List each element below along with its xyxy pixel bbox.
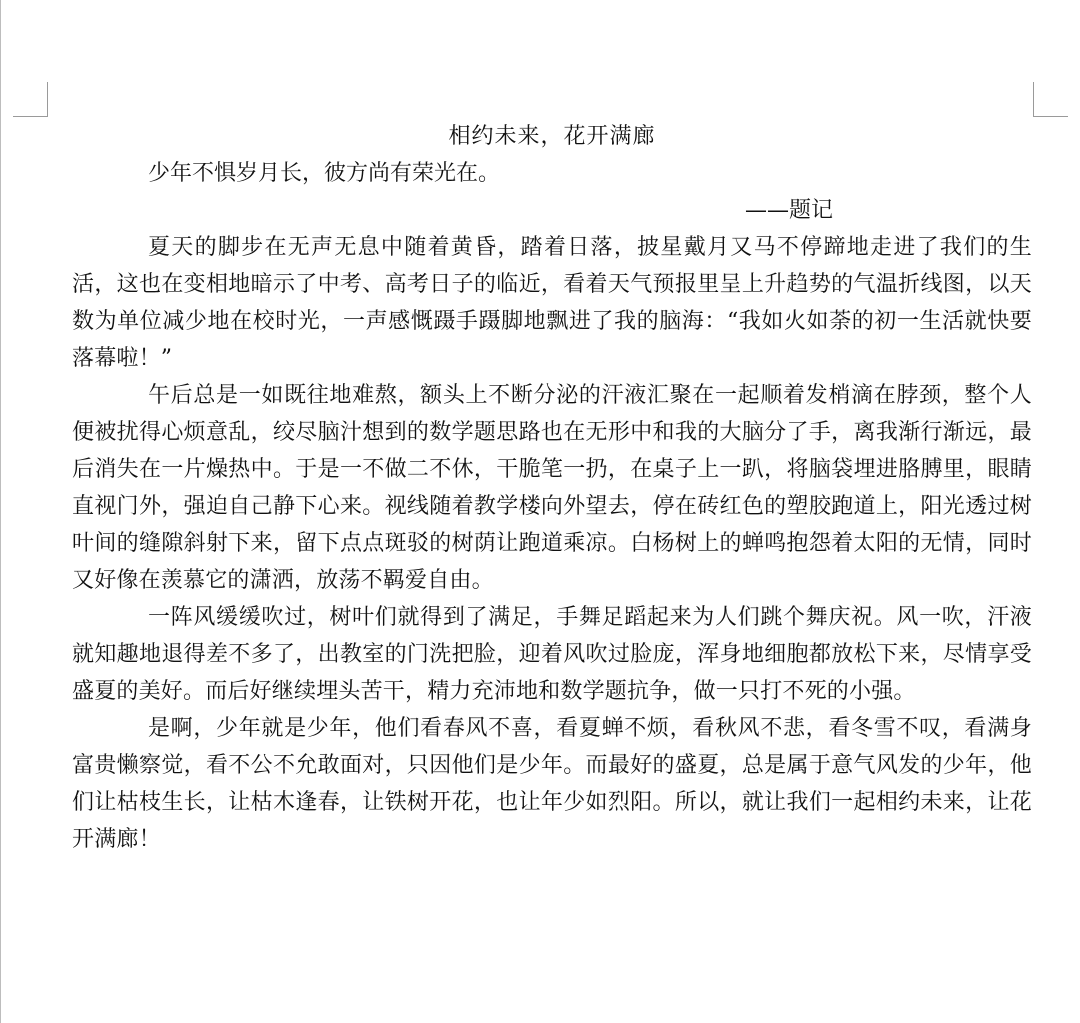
epigraph-signature: ——题记 — [745, 198, 834, 223]
margin-corner-top-left — [13, 82, 48, 117]
paragraph-2: 午后总是一如既往地难熬，额头上不断分泌的汗液汇聚在一起顺着发梢滴在脖颈，整个人便被扰得心烦意乱，绞尽脑汁想到的数学题思路也在无形中和我的大脑分了手，离我渐行渐远，最后消失在一片燥热中。于是一不做二不休，干脆笔一扔，在桌子上一趴，将脑袋埋进胳膊里，眼睛直视门外，强迫自己静下心来。视线随着教学楼向外望去，停在砖红色的塑胶跑道上，阳光透过树叶间的缝隙斜射下来，留下点点斑驳的树荫让跑道乘凉。白杨树上的蝉鸣抱怨着太阳的无情，同时又好像在羡慕它的潇洒，放荡不羁爱自由。 — [72, 383, 1032, 593]
epigraph: 少年不惧岁月长，彼方尚有荣光在。 — [148, 161, 501, 186]
paragraph-4: 是啊，少年就是少年，他们看春风不喜，看夏蝉不烦，看秋风不悲，看冬雪不叹，看满身富贵懒察觉，看不公不允敢面对，只因他们是少年。而最好的盛夏，总是属于意气风发的少年，他们让枯枝生长，让枯木逢春，让铁树开花，也让年少如烈阳。所以，就让我们一起相约未来，让花开满廊！ — [72, 716, 1032, 852]
paragraph-1: 夏天的脚步在无声无息中随着黄昏，踏着日落，披星戴月又马不停蹄地走进了我们的生活，这也在变相地暗示了中考、高考日子的临近，看着天气预报里呈上升趋势的气温折线图，以天数为单位减少地在校时光，一声感慨蹑手蹑脚地飘进了我的脑海：“我如火如荼的初一生活就快要落幕啦！” — [72, 235, 1032, 371]
paragraph-3: 一阵风缓缓吹过，树叶们就得到了满足，手舞足蹈起来为人们跳个舞庆祝。风一吹，汗液就知趣地退得差不多了，出教室的门洗把脸，迎着风吹过脸庞，浑身地细胞都放松下来，尽情享受盛夏的美好。而后好继续埋头苦干，精力充沛地和数学题抗争，做一只打不死的小强。 — [72, 605, 1032, 704]
essay-body — [72, 229, 1032, 858]
essay-title: 相约未来，花开满廊 — [448, 124, 656, 149]
margin-corner-top-right — [1033, 82, 1068, 117]
